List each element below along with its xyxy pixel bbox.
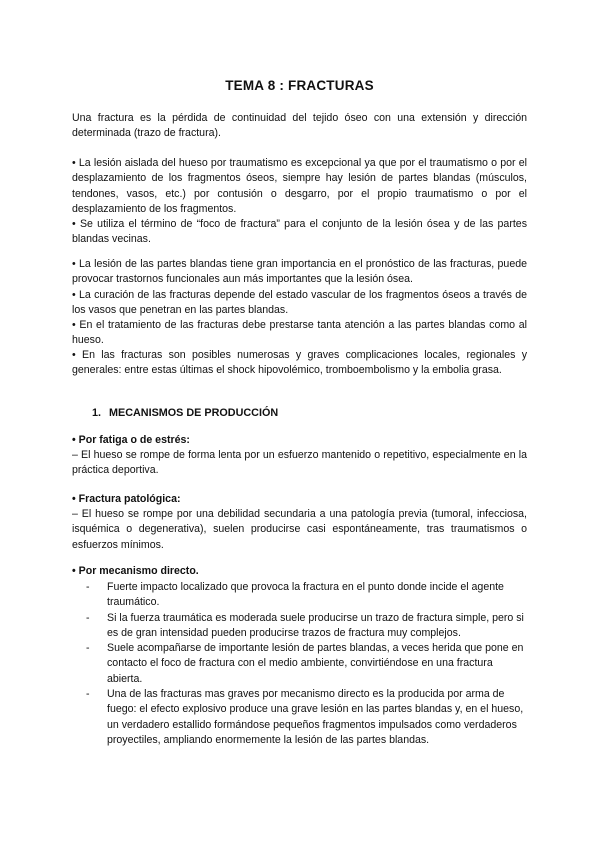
bullet-paragraph: • Se utiliza el término de “foco de fractura” para el conjunto de la lesión ósea y de las partes blandas vecinas. xyxy=(72,218,527,246)
fatiga-text: – El hueso se rompe de forma lenta por un esfuerzo mantenido o repetitivo, especialmente en la práctica deportiva. xyxy=(72,449,527,477)
bullet-paragraph: • La curación de las fracturas depende del estado vascular de los fragmentos óseos a través de los vasos que penetran en las partes blandas. xyxy=(72,289,527,317)
section-title: MECANISMOS DE PRODUCCIÓN xyxy=(109,407,279,419)
bullet-paragraph: • En el tratamiento de las fracturas debe prestarse tanta atención a las partes blandas como al hueso. xyxy=(72,319,527,347)
list-item xyxy=(86,687,527,748)
bullet-paragraph: • La lesión de las partes blandas tiene gran importancia en el pronóstico de las fracturas, puede provocar trastornos funcionales aun más importantes que la lesión ósea. xyxy=(72,258,527,286)
dash-marker: - xyxy=(86,642,90,655)
list-item-text: Fuerte impacto localizado que provoca la fractura en el punto donde incide el agente traumático. xyxy=(107,581,504,609)
section-number: 1. xyxy=(92,407,102,419)
page-title: TEMA 8 : FRACTURAS xyxy=(225,78,374,93)
section-heading xyxy=(92,407,278,419)
subheading-fatiga: • Por fatiga o de estrés: xyxy=(72,434,190,446)
bullet-paragraph: • En las fracturas son posibles numerosas y graves complicaciones locales, regionales y generales: entre estas últimas el shock hipovolémico, tromboembolismo y la embolia grasa. xyxy=(72,349,527,377)
list-item xyxy=(86,611,527,642)
bullet-paragraph: • La lesión aislada del hueso por traumatismo es excepcional ya que por el traumatismo o por el desplazamiento de los fragmentos óseos, siempre hay lesión de partes blandas (músculos, tendones, vasos, etc.) por contusión o desgarro, por el propio traumatismo o por el desplazamiento de los fragmentos. xyxy=(72,157,527,215)
intro-paragraph: Una fractura es la pérdida de continuidad del tejido óseo con una extensión y dirección determinada (trazo de fractura). xyxy=(72,112,527,140)
subheading-directo: • Por mecanismo directo. xyxy=(72,565,199,577)
patologica-text: – El hueso se rompe por una debilidad secundaria a una patología previa (tumoral, infecciosa, isquémica o degenerativa), suelen producirse casi espontáneamente, tras traumatismos o esfuerzos mínimos. xyxy=(72,508,527,551)
subheading-patologica: • Fractura patológica: xyxy=(72,493,181,505)
dash-marker: - xyxy=(86,611,90,624)
list-item xyxy=(86,580,527,611)
directo-list xyxy=(86,580,527,748)
list-item-text: Una de las fracturas mas graves por mecanismo directo es la producida por arma de fuego: el efecto explosivo produce una grave lesión en las partes blandas y, en el hueso, un verdadero estallido formándose pequeños fragmentos impulsados como verdaderos proyectiles, ampliando enormemente la lesión de las partes blandas. xyxy=(107,688,524,746)
dash-marker: - xyxy=(86,581,90,593)
dash-marker: - xyxy=(86,688,90,701)
list-item-text: Si la fuerza traumática es moderada suele producirse un trazo de fractura simple, pero si es de gran intensidad pueden producirse trazos de fractura muy complejos. xyxy=(107,611,524,639)
list-item-text: Suele acompañarse de importante lesión de partes blandas, a veces herida que pone en contacto el foco de fractura con el medio ambiente, convirtiéndose en una fractura abierta. xyxy=(107,642,524,685)
list-item xyxy=(86,641,527,687)
